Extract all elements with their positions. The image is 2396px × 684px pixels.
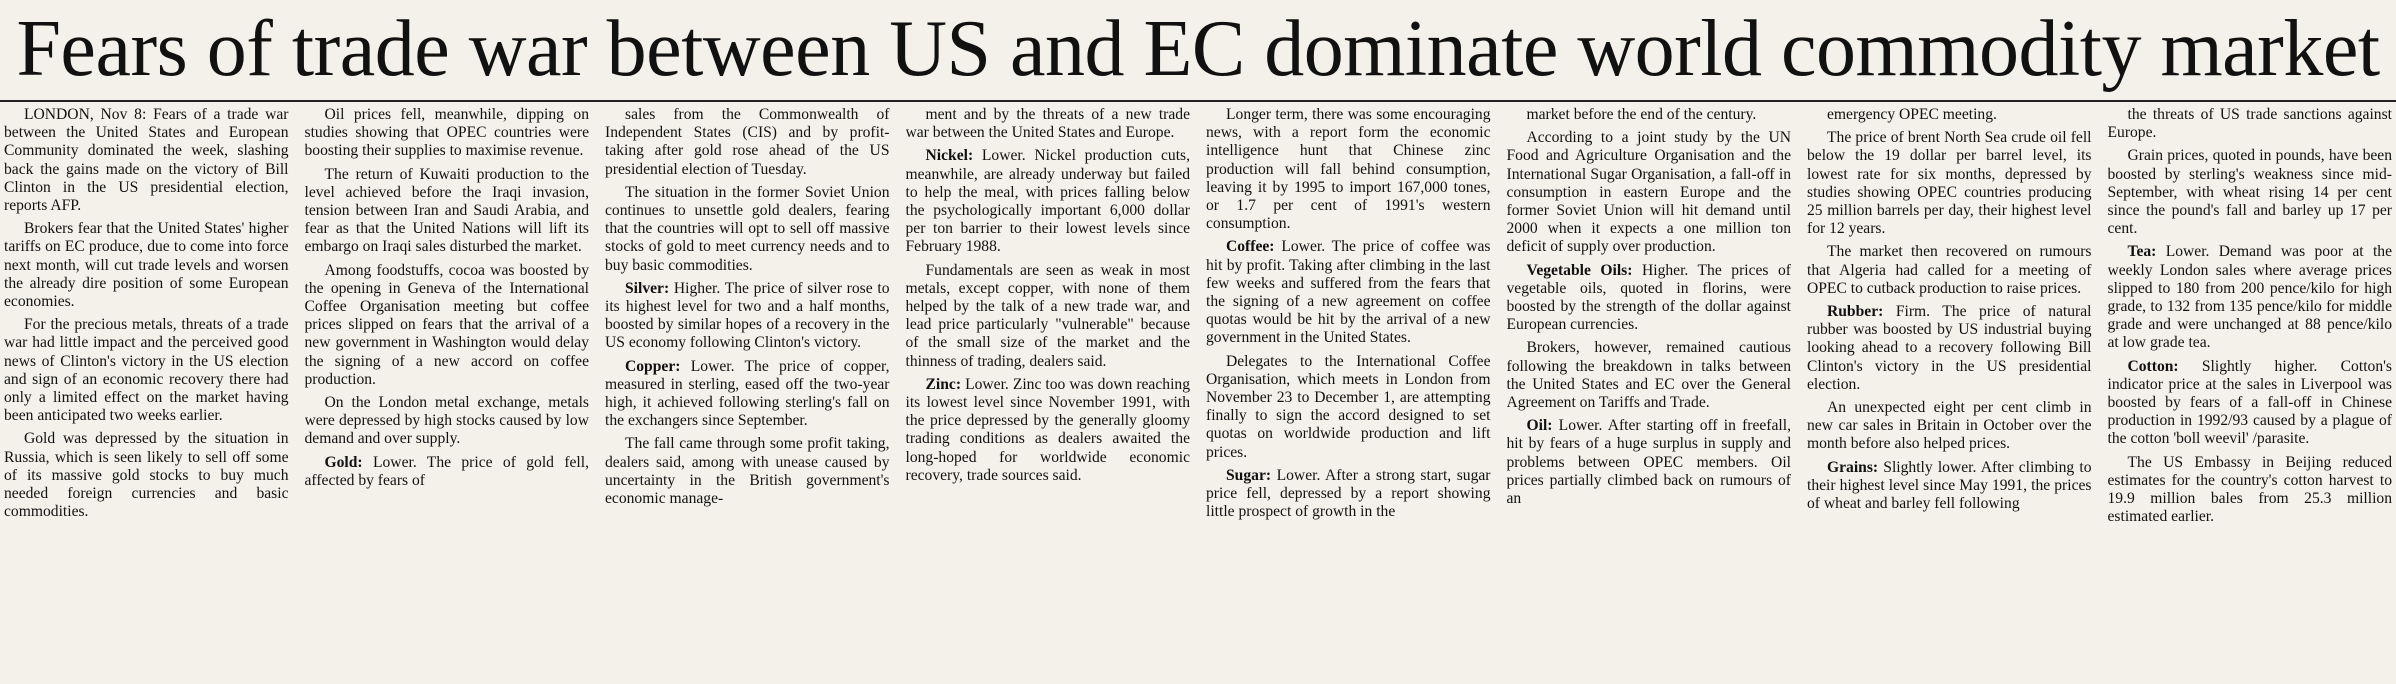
paragraph-lead: Cotton: [2127,357,2179,375]
paragraph [1206,106,1491,233]
paragraph-lead: Tea: [2127,243,2157,261]
paragraph-text: Gold was depressed by the situation in Russia, which is seen likely to sell off some of its massive gold stocks to buy much needed foreign currencies and basic commodities. [4,430,289,521]
paragraph-lead: Grains: [1827,458,1879,476]
paragraph [1507,129,1792,256]
paragraph-lead: Oil: [1526,417,1553,435]
paragraph [1807,129,2092,238]
paragraph-text: emergency OPEC meeting. [1827,106,1997,123]
paragraph-text: Fundamentals are seen as weak in most metals, except copper, with none of them helped by the talk of a new trade war, and lead price particularly "vulnerable" because of the small size of the market and the thinness of trading, dealers said. [905,261,1190,370]
column-2 [305,106,590,680]
paragraph [4,430,289,521]
paragraph [605,106,890,179]
column-5 [1206,106,1491,680]
paragraph-text: Longer term, there was some encouraging news, with a report form the economic intelligence hunt that Chinese zinc production will fall behind consumption, leaving it by 1995 to import 167,000 tones, or 1.7 per cent of 1991's western consumption. [1206,106,1491,233]
paragraph [1206,238,1491,347]
paragraph [1807,399,2092,454]
paragraph-lead: Coffee: [1226,238,1275,256]
paragraph-text: Lower. Nickel production cuts, meanwhile, are already underway but failed to help the meal, with prices falling below the psychologically important 6,000 dollar per ton barrier to their lowest levels since February 1988. [905,147,1190,256]
paragraph-text: market before the end of the century. [1526,106,1757,123]
paragraph-text: Slightly higher. Cotton's indicator price at the sales in Liverpool was boosted by fears of a fall-off in Chinese production in 1992/93 caused by a plague of the cotton 'boll weevil' /parasite. [2107,357,2392,448]
column-6 [1507,106,1792,680]
paragraph-text: Higher. The prices of vegetable oils, quoted in florins, were boosted by the strength of the dollar against European currencies. [1506,261,1791,334]
paragraph [2108,358,2393,449]
paragraph [605,184,890,275]
paragraph [305,454,590,490]
paragraph-text: ment and by the threats of a new trade war between the United States and Europe. [905,106,1190,142]
paragraph [1507,339,1792,412]
column-4 [906,106,1191,680]
paragraph-text: Firm. The price of natural rubber was boosted by US industrial buying looking ahead to a recovery following Bill Clinton's victory in the US presidential election. [1807,303,2092,393]
paragraph [1507,417,1792,508]
paragraph-text: the threats of US trade sanctions against Europe. [2107,106,2392,142]
paragraph-text: LONDON, Nov 8: Fears of a trade war between the United States and European Community dominated the week, slashing back the gains made on the victory of Bill Clinton in the US presidential election, reports AFP. [4,106,289,215]
paragraph [1807,303,2092,394]
paragraph [906,262,1191,371]
paragraph [1206,353,1491,462]
paragraph-text: The price of brent North Sea crude oil fell below the 19 dollar per barrel level, its lowest rate for six months, depressed by studies showing OPEC countries producing 25 million barrels per day, their highest level for 12 years. [1807,129,2092,238]
paragraph-text: Oil prices fell, meanwhile, dipping on studies showing that OPEC countries were boosting their supplies to maximise revenue. [304,106,589,160]
paragraph [906,376,1191,485]
paragraph-text: sales from the Commonwealth of Independent States (CIS) and by profit-taking after gold rose ahead of the US presidential election of Tuesday. [605,106,890,178]
paragraph-lead: Copper: [625,357,681,375]
paragraph-text: Among foodstuffs, cocoa was boosted by the opening in Geneva of the International Coffee Organisation meeting but coffee prices slipped on fears that the arrival of a new government in Washington would delay the signing of a new accord on coffee production. [304,261,589,388]
paragraph-text: For the precious metals, threats of a trade war had little impact and the perceived good news of Clinton's victory in the US election and sign of an economic recovery there had only a limited effect on the market having been anticipated two weeks earlier. [4,316,289,425]
paragraph [305,106,590,161]
paragraph-lead: Rubber: [1827,303,1884,321]
paragraph-text: Lower. The price of gold fell, affected by fears of [304,453,589,489]
paragraph-text: Slightly lower. After climbing to their highest level since May 1991, the prices of wheat and barley fell following [1807,458,2092,513]
paragraph [1807,243,2092,298]
paragraph-text: Lower. After starting off in freefall, hit by fears of a huge surplus in supply and problems between OPEC members. Oil prices partially climbed back on rumours of an [1506,417,1791,508]
paragraph-lead: Nickel: [925,147,974,165]
paragraph-text: An unexpected eight per cent climb in new car sales in Britain in October over the month before also helped prices. [1807,399,2092,453]
paragraph [2108,454,2393,527]
paragraph [906,147,1191,256]
paragraph-text: Lower. After a strong start, sugar price fell, depressed by a report showing little prospect of growth in the [1206,466,1491,521]
paragraph-text: Lower. The price of copper, measured in sterling, eased off the two-year high, it achieved following sterling's fall on the exchangers since September. [605,357,890,430]
paragraph-text: Brokers fear that the United States' higher tariffs on EC produce, due to come into force next month, will cut trade levels and worsen the already dire position of some European economies. [4,220,289,311]
headline: Fears of trade war between US and EC dominate world commodity market [16,5,2380,93]
column-8 [2108,106,2393,680]
column-3 [605,106,890,680]
paragraph [4,316,289,425]
paragraph-lead: Zinc: [925,375,962,393]
paragraph-text: The return of Kuwaiti production to the level achieved before the Iraqi invasion, tension between Iran and Saudi Arabia, and fear as that the United Nations will lift its embargo on Iraqi sales disturbed the market. [304,165,589,256]
paragraph [4,106,289,215]
paragraph-lead: Sugar: [1226,466,1272,484]
paragraph [1206,467,1491,522]
paragraph [906,106,1191,142]
headline-rule [0,100,2396,102]
paragraph-lead: Gold: [324,453,363,471]
paragraph-text: On the London metal exchange, metals were depressed by high stocks caused by low demand and over supply. [304,394,589,448]
paragraph [1507,262,1792,335]
paragraph [2108,243,2393,352]
paragraph [1807,459,2092,514]
paragraph-text: According to a joint study by the UN Food and Agriculture Organisation and the International Sugar Organisation, a fall-off in consumption in eastern Europe and the former Soviet Union will hit demand until 2000 when it expects a one million ton deficit of supply over production. [1506,129,1791,256]
paragraph [605,435,890,508]
paragraph [2108,106,2393,142]
paragraph [605,358,890,431]
paragraph-text: Lower. Demand was poor at the weekly London sales where average prices slipped to 180 from 200 pence/kilo for high grade, to 132 from 135 pence/kilo for middle grade and were unchanged at 88 pence/kilo at low grade tea. [2107,243,2392,352]
paragraph-text: Lower. The price of coffee was hit by profit. Taking after climbing in the last few weeks and suffered from the fears that the signing of a new agreement on coffee quotas would be hit by the arrival of a new government in the United States. [1206,238,1491,347]
paragraph [305,262,590,389]
paragraph-lead: Vegetable Oils: [1526,261,1633,279]
paragraph-lead: Silver: [625,279,670,297]
paragraph-text: Brokers, however, remained cautious following the breakdown in talks between the United States and EC over the General Agreement on Tariffs and Trade. [1506,339,1791,412]
paragraph-text: The market then recovered on rumours that Algeria had called for a meeting of OPEC to cutback production to raise prices. [1807,243,2092,297]
paragraph-text: Grain prices, quoted in pounds, have been boosted by sterling's weakness since mid-September, with wheat rising 14 per cent since the pound's fall and barley up 17 per cent. [2107,147,2392,238]
paragraph-text: Lower. Zinc too was down reaching its lowest level since November 1991, with the price depressed by the generally gloomy trading conditions as dealers awaited the long-hoped for worldwide economic recovery, trade sources said. [905,375,1190,484]
paragraph [4,220,289,311]
paragraph-text: Higher. The price of silver rose to its highest level for two and a half months, boosted by similar hopes of a recovery in the US economy following Clinton's victory. [605,279,890,352]
paragraph [1507,106,1792,124]
paragraph [305,394,590,449]
column-7 [1807,106,2092,680]
paragraph [305,166,590,257]
paragraph [1807,106,2092,124]
article-body [4,106,2392,680]
paragraph [605,280,890,353]
paragraph-text: The fall came through some profit taking, dealers said, among with unease caused by uncertainty in the British government's economic manage- [605,435,890,508]
paragraph-text: The situation in the former Soviet Union continues to unsettle gold dealers, fearing that the countries will opt to sell off massive stocks of gold to meet currency needs and to buy basic commodities. [605,183,890,274]
column-1 [4,106,289,680]
paragraph-text: Delegates to the International Coffee Organisation, which meets in London from November 23 to December 1, are attempting finally to sign the accord designed to set quotas on worldwide production and lift prices. [1206,352,1491,461]
paragraph-text: The US Embassy in Beijing reduced estimates for the country's cotton harvest to 19.9 million bales from 25.3 million estimated earlier. [2107,453,2392,526]
paragraph [2108,147,2393,238]
